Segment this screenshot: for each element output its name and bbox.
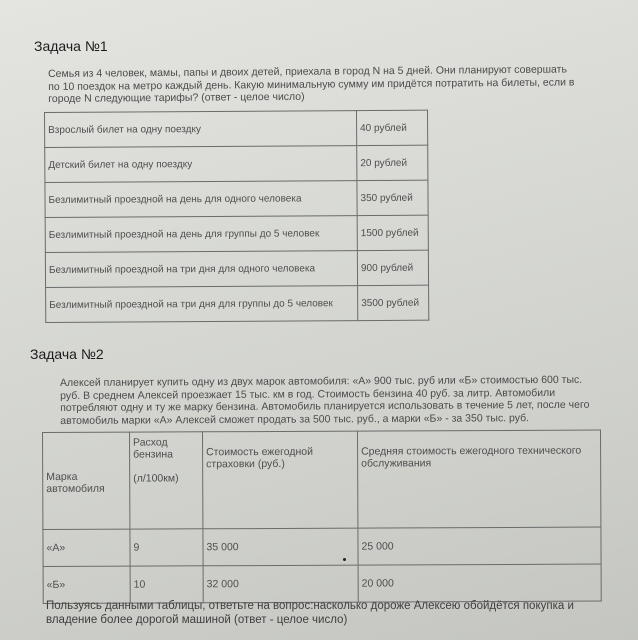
tariff-price: 900 рублей: [357, 250, 428, 285]
cell-service: 20 000: [358, 564, 601, 602]
header-fuel-unit: (л/100км): [133, 472, 179, 485]
cell-insurance: 32 000: [203, 565, 358, 603]
cell-brand: «Б»: [43, 566, 130, 603]
table-row: [45, 145, 428, 182]
tariff-table: [44, 110, 429, 323]
task1-title: Задача №1: [34, 38, 108, 54]
cell-brand: «А»: [43, 529, 130, 566]
tariff-price: 40 рублей: [356, 110, 427, 145]
table-row: [46, 285, 429, 322]
task2-title: Задача №2: [30, 346, 104, 362]
task2-question: Пользуясь данными таблицы, ответьте на вопрос:насколько дороже Алексею обойдётся покупка и владение более дорогой машиной (ответ - целое число): [46, 600, 574, 626]
table-row: [45, 215, 428, 252]
tariff-name: Детский билет на одну поездку: [45, 146, 357, 183]
header-fuel: [130, 432, 203, 529]
task1-text: Семья из 4 человек, мамы, папы и двоих детей, приехала в город N на 5 дней. Они планируют совершать по 10 поездок на метро каждый день. Какую минимальную сумму им придётся потратить на билеты, если в городе N следующие тарифы? (ответ - целое число): [48, 63, 575, 105]
cell-insurance: 35 000: [203, 528, 358, 566]
tariff-name: Безлимитный проездной на день для группы до 5 человек: [45, 216, 357, 253]
tariff-price: 3500 рублей: [358, 285, 429, 320]
tariff-price: 350 рублей: [357, 180, 428, 215]
car-table: [42, 430, 602, 604]
table-row: [45, 180, 428, 217]
cell-fuel: 10: [130, 566, 203, 603]
ink-dot: [343, 558, 346, 561]
cell-service: 25 000: [358, 527, 601, 565]
tariff-price: 1500 рублей: [357, 215, 428, 250]
tariff-name: Взрослый билет на одну поездку: [45, 111, 357, 148]
table-row: [45, 110, 428, 147]
tariff-name: Безлимитный проездной на день для одного человека: [45, 181, 357, 218]
table-row: [45, 250, 428, 287]
header-brand: Марка автомобиля: [43, 432, 130, 529]
table-row: [43, 527, 601, 566]
header-insurance: Стоимость ежегодной страховки (руб.): [203, 431, 358, 529]
cell-fuel: 9: [130, 529, 203, 566]
tariff-price: 20 рублей: [357, 145, 428, 180]
table-header-row: [43, 430, 601, 529]
tariff-name: Безлимитный проездной на три дня для группы до 5 человек: [46, 286, 358, 323]
header-service: Средняя стоимость ежегодного технического обслуживания: [357, 430, 600, 528]
task2-text: Алексей планирует купить одну из двух марок автомобиля: «А» 900 тыс. руб или «Б» стоимостью 600 тыс. руб. В среднем Алексей проезжает 15 тыс. км в год. Стоимость бензина 40 руб. за литр. Автомобили потребляют одну и ту же марку бензина. Автомобиль планируется использовать в течение 5 лет, после чего автомобиль марки «А» Алексей сможет продать за 500 тыс. руб., а марки «Б» - за 350 тыс. руб.: [60, 373, 590, 427]
table-row: [43, 564, 601, 603]
header-fuel-label: Расход бензина: [133, 436, 173, 461]
tariff-name: Безлимитный проездной на три дня для одного человека: [45, 251, 357, 288]
